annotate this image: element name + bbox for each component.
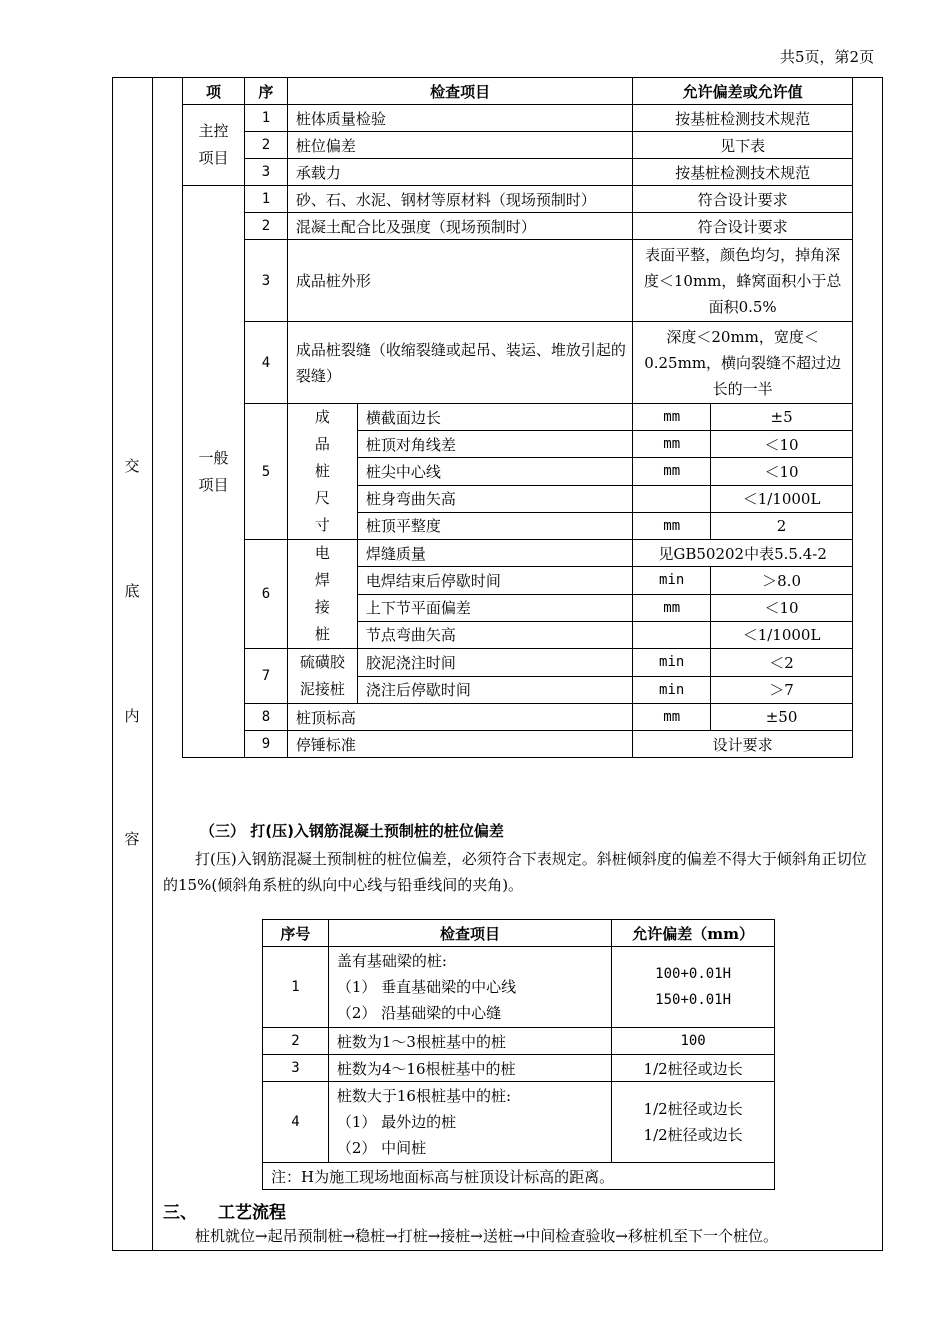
item-line: （1） 最外边的桩 [336, 1113, 457, 1131]
value-cell: 按基桩检测技术规范 [633, 105, 853, 132]
tolerance-line: 100 [612, 1028, 775, 1055]
section-title-pile-deviation: （三） 打(压)入钢筋混凝土预制桩的桩位偏差 [200, 822, 504, 840]
unit-cell [633, 621, 711, 648]
value-cell: ＞8.0 [711, 567, 853, 594]
heading-text: 工艺流程 [218, 1203, 286, 1223]
value-cell: 深度＜20mm，宽度＜0.25mm，横向裂缝不超过边长的一半 [633, 322, 853, 404]
subgroup-label: 硫磺胶泥接桩 [287, 649, 357, 704]
value-cell: 符合设计要求 [633, 213, 853, 240]
item-line: （2） 沿基础梁的中心缝 [336, 1004, 502, 1022]
process-flow-text: 桩机就位→起吊预制桩→稳桩→打桩→接桩→送桩→中间检查验收→移桩机至下一个桩位。 [195, 1227, 778, 1245]
value-cell: ＜2 [711, 649, 853, 677]
unit-cell: min [633, 649, 711, 677]
page-number: 共5页，第2页 [780, 48, 875, 66]
seq-cell: 2 [244, 213, 287, 240]
unit-cell [633, 485, 711, 512]
value-cell: ±50 [711, 704, 853, 731]
item-cell: 混凝土配合比及强度（现场预制时） [287, 213, 632, 240]
seq-cell: 3 [244, 240, 287, 322]
unit-cell: mm [633, 404, 711, 431]
unit-cell: mm [633, 594, 711, 621]
item-cell: 浇注后停歇时间 [357, 676, 632, 704]
side-label-char: 容 [124, 830, 140, 848]
col-header-category: 项 [183, 78, 245, 105]
value-cell: 2 [711, 512, 853, 539]
item-line: 盖有基础梁的桩: [336, 952, 447, 970]
subgroup-label: 成 品 桩 尺 寸 [287, 404, 357, 540]
col-header-tolerance: 允许偏差（mm） [612, 920, 775, 947]
item-cell: 成品桩裂缝（收缩裂缝或起吊、装运、堆放引起的裂缝） [287, 322, 632, 404]
heading-process-flow [163, 1198, 286, 1223]
group-main-control: 主控项目 [183, 105, 245, 186]
item-cell: 桩顶标高 [287, 704, 632, 731]
item-cell: 砂、石、水泥、钢材等原材料（现场预制时） [287, 186, 632, 213]
table-note: 注：H为施工现场地面标高与桩顶设计标高的距离。 [263, 1163, 775, 1190]
heading-number: 三、 [163, 1203, 197, 1223]
side-column-divider [152, 77, 153, 1251]
section-paragraph: 打(压)入钢筋混凝土预制桩的桩位偏差，必须符合下表规定。斜桩倾斜度的偏差不得大于倾斜角正切位的15%(倾斜角系桩的纵向中心线与铅垂线间的夹角)。 [163, 850, 867, 894]
unit-cell: min [633, 676, 711, 704]
seq-cell: 6 [244, 540, 287, 649]
item-cell: 胶泥浇注时间 [357, 649, 632, 677]
col-header-seq: 序号 [263, 920, 329, 947]
value-cell: 按基桩检测技术规范 [633, 159, 853, 186]
item-cell: 停锤标准 [287, 731, 632, 758]
item-cell: 桩身弯曲矢高 [357, 485, 632, 512]
seq-cell: 1 [263, 947, 329, 1028]
subgroup-label: 电 焊 接 桩 [287, 540, 357, 649]
item-cell: 桩体质量检验 [287, 105, 632, 132]
tolerance-line: 1/2桩径或边长 [643, 1100, 743, 1118]
item-line: 桩数为4～16根桩基中的桩 [328, 1055, 611, 1082]
item-cell: 承载力 [287, 159, 632, 186]
side-label-char: 内 [124, 707, 140, 725]
seq-cell: 4 [263, 1082, 329, 1163]
unit-cell: mm [633, 704, 711, 731]
unit-cell: min [633, 567, 711, 594]
tolerance-line: 100+0.01H [655, 966, 732, 982]
seq-cell: 2 [263, 1028, 329, 1055]
item-cell: 桩尖中心线 [357, 458, 632, 485]
seq-cell: 3 [244, 159, 287, 186]
item-line: 桩数大于16根桩基中的桩: [336, 1087, 512, 1105]
value-cell: ＜10 [711, 431, 853, 458]
seq-cell: 2 [244, 132, 287, 159]
item-cell: 焊缝质量 [357, 540, 632, 567]
seq-cell: 5 [244, 404, 287, 540]
item-line: （1） 垂直基础梁的中心线 [336, 978, 517, 996]
side-label-char: 交 [124, 457, 140, 475]
unit-cell: mm [633, 512, 711, 539]
value-cell: 设计要求 [633, 731, 853, 758]
value-cell: ＜10 [711, 594, 853, 621]
item-cell: 桩位偏差 [287, 132, 632, 159]
value-cell: ＜10 [711, 458, 853, 485]
item-cell: 成品桩外形 [287, 240, 632, 322]
item-cell: 横截面边长 [357, 404, 632, 431]
seq-cell: 7 [244, 649, 287, 704]
unit-cell: mm [633, 458, 711, 485]
value-cell: ＜1/1000L [711, 621, 853, 648]
value-cell: ＞7 [711, 676, 853, 704]
item-cell: 桩顶平整度 [357, 512, 632, 539]
group-general: 一般项目 [183, 186, 245, 758]
item-cell: 节点弯曲矢高 [357, 621, 632, 648]
col-header-seq: 序 [244, 78, 287, 105]
pile-position-deviation-table [262, 919, 775, 1190]
tolerance-line: 1/2桩径或边长 [643, 1126, 743, 1144]
item-line: （2） 中间桩 [336, 1139, 427, 1157]
value-cell: ±5 [711, 404, 853, 431]
seq-cell: 4 [244, 322, 287, 404]
item-line: 桩数为1～3根桩基中的桩 [328, 1028, 611, 1055]
value-cell: 见下表 [633, 132, 853, 159]
col-header-item: 检查项目 [328, 920, 611, 947]
seq-cell: 1 [244, 186, 287, 213]
value-cell: 符合设计要求 [633, 186, 853, 213]
seq-cell: 3 [263, 1055, 329, 1082]
seq-cell: 8 [244, 704, 287, 731]
item-cell: 电焊结束后停歇时间 [357, 567, 632, 594]
col-header-item: 检查项目 [287, 78, 632, 105]
seq-cell: 1 [244, 105, 287, 132]
seq-cell: 9 [244, 731, 287, 758]
unit-cell: mm [633, 431, 711, 458]
col-header-value: 允许偏差或允许值 [633, 78, 853, 105]
value-cell: 见GB50202中表5.5.4-2 [633, 540, 853, 567]
tolerance-line: 150+0.01H [655, 992, 732, 1008]
item-cell: 上下节平面偏差 [357, 594, 632, 621]
item-cell: 桩顶对角线差 [357, 431, 632, 458]
side-label-char: 底 [124, 582, 140, 600]
quality-check-table [182, 77, 853, 758]
value-cell: ＜1/1000L [711, 485, 853, 512]
tolerance-line: 1/2桩径或边长 [612, 1055, 775, 1082]
value-cell: 表面平整，颜色均匀，掉角深度＜10mm，蜂窝面积小于总面积0.5% [633, 240, 853, 322]
